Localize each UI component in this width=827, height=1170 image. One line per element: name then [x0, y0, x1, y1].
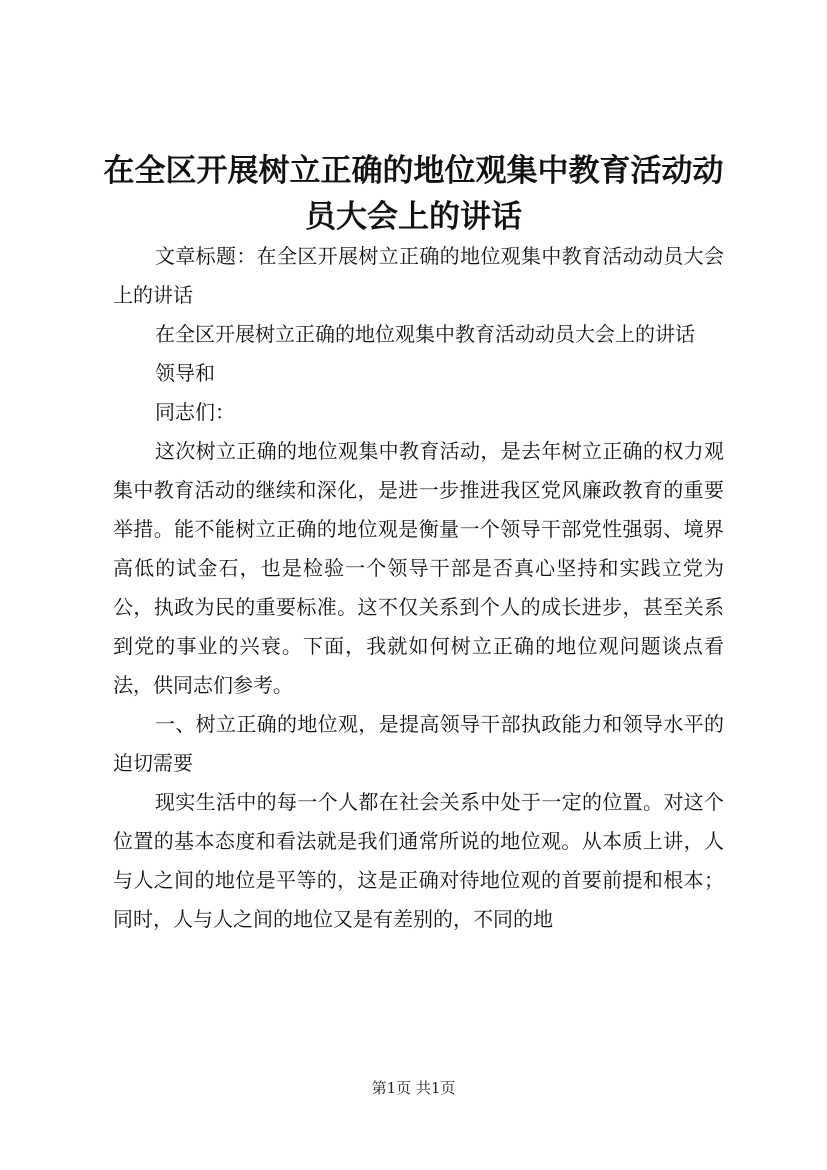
- document-title: 在全区开展树立正确的地位观集中教育活动动员大会上的讲话: [103, 153, 724, 235]
- paragraph-article-title: 文章标题：在全区开展树立正确的地位观集中教育活动动员大会上的讲话: [113, 244, 724, 307]
- section-heading-1: 一、树立正确的地位观，是提高领导干部执政能力和领导水平的迫切需要: [113, 712, 724, 775]
- document-body: [113, 237, 724, 939]
- page-number-footer: 第1页 共1页: [371, 1079, 456, 1097]
- paragraph-intro: 这次树立正确的地位观集中教育活动，是去年树立正确的权力观集中教育活动的继续和深化，是进一步推进我区党风廉政教育的重要举措。能不能树立正确的地位观是衡量一个领导干部党性强弱、境界高低的试金石，也是检验一个领导干部是否真心坚持和实践立党为公，执政为民的重要标准。这不仅关系到个人的成长进步，甚至关系到党的事业的兴衰。下面，我就如何树立正确的地位观问题谈点看法，供同志们参考。: [113, 439, 724, 697]
- paragraph-speech-title: 在全区开展树立正确的地位观集中教育活动动员大会上的讲话: [155, 322, 695, 346]
- paragraph-salutation-leaders: 领导和: [155, 361, 215, 385]
- paragraph-salutation-comrades: 同志们：: [155, 400, 235, 424]
- paragraph-section-1: 现实生活中的每一个人都在社会关系中处于一定的位置。对这个位置的基本态度和看法就是我们通常所说的地位观。从本质上讲，人与人之间的地位是平等的，这是正确对待地位观的首要前提和根本；同时，人与人之间的地位又是有差别的，不同的地: [113, 790, 724, 931]
